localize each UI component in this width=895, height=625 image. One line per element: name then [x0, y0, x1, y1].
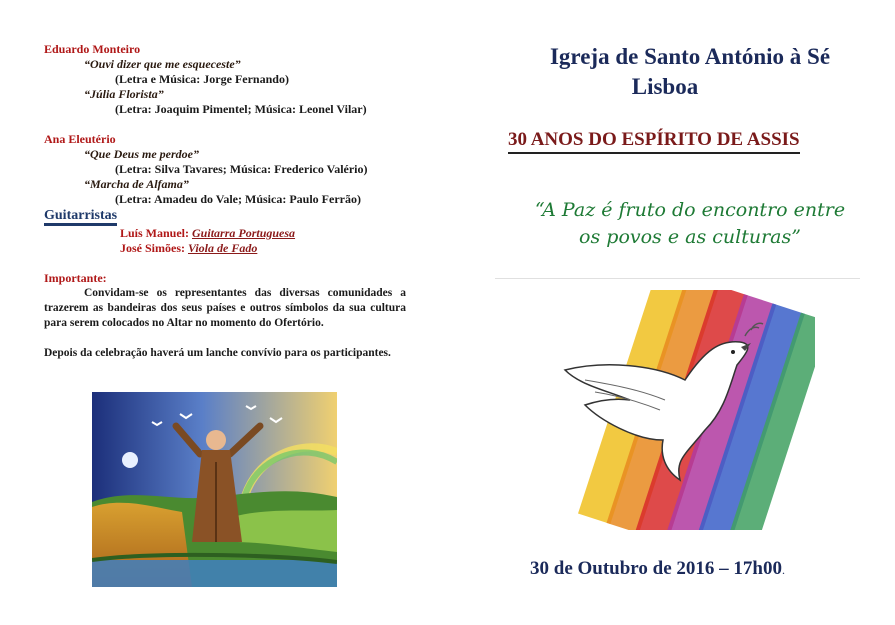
- guitarist-line: [44, 241, 406, 256]
- singer-name: Eduardo Monteiro: [44, 42, 141, 56]
- song-title: “Que Deus me perdoe”: [84, 147, 199, 161]
- song-title: “Júlia Florista”: [84, 87, 164, 101]
- event-date: [530, 558, 785, 580]
- event-date-period: .: [781, 563, 785, 577]
- song-title: “Marcha de Alfama”: [84, 177, 189, 191]
- guitarist-instrument: Guitarra Portuguesa: [192, 226, 296, 240]
- after-celebration-text: Depois da celebração haverá um lanche convívio para os participantes.: [44, 347, 391, 359]
- important-text: Convidam-se os representantes das diversas comunidades a trazerem as bandeiras dos seus países e outros símbolos da sua cultura para serem colocados no Altar no momento do Ofertório.: [44, 287, 406, 329]
- song-credit: (Letra e Música: Jorge Fernando): [115, 72, 289, 86]
- quote-line: os povos e as culturas”: [579, 226, 801, 248]
- church-city: Lisboa: [631, 74, 699, 99]
- divider: [495, 278, 860, 279]
- peace-quote: [480, 197, 895, 251]
- anniversary-heading: 30 ANOS DO ESPÍRITO DE ASSIS: [508, 128, 800, 154]
- important-label: Importante:: [44, 271, 107, 285]
- singer-name: Ana Eleutério: [44, 132, 116, 146]
- song-title: “Ouvi dizer que me esqueceste”: [84, 57, 241, 71]
- program-column: [44, 42, 406, 361]
- saint-francis-painting: [92, 392, 337, 587]
- song-credit: (Letra: Joaquim Pimentel; Música: Leonel Vilar): [115, 102, 367, 116]
- guitarist-line: [44, 226, 406, 241]
- peace-dove-illustration: [545, 290, 815, 530]
- guitarists-heading: Guitarristas: [44, 208, 117, 226]
- quote-line: “A Paz é fruto do encontro entre: [534, 199, 846, 221]
- guitarist-name: Luís Manuel:: [120, 226, 193, 240]
- guitarist-instrument: Viola de Fado: [188, 241, 258, 255]
- guitarist-name: José Simões:: [120, 241, 188, 255]
- song-credit: (Letra: Silva Tavares; Música: Frederico Valério): [115, 162, 368, 176]
- church-title: [480, 42, 895, 102]
- song-credit: (Letra: Amadeu do Vale; Música: Paulo Ferrão): [115, 192, 361, 206]
- event-date-text: 30 de Outubro de 2016 – 17h00: [530, 558, 782, 579]
- church-name: Igreja de Santo António à Sé: [549, 44, 831, 69]
